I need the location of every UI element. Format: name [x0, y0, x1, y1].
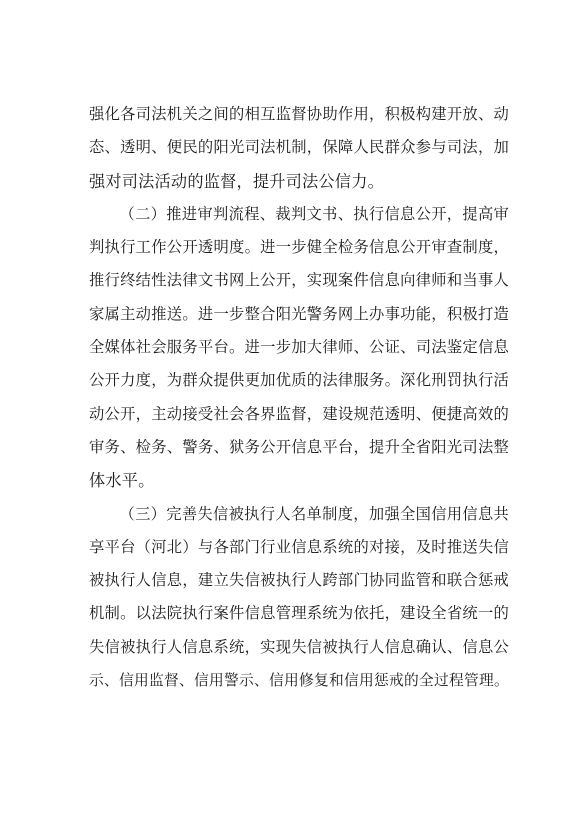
paragraph-2 [89, 198, 509, 498]
paragraph-line: 机制。以法院执行案件信息管理系统为依托，建设全省统一的 [89, 604, 509, 623]
paragraph-line: 失信被执行人信息系统，实现失信被执行人信息确认、信息公 [89, 637, 509, 656]
paragraph-line: 审务、检务、警务、狱务公开信息平台，提升全省阳光司法整 [89, 437, 509, 456]
paragraph-line: 推行终结性法律文书网上公开，实现案件信息向律师和当事人 [89, 271, 509, 290]
paragraph-3 [89, 498, 509, 698]
paragraph-1 [89, 98, 509, 198]
paragraph-line: 强对司法活动的监督，提升司法公信力。 [89, 171, 384, 191]
paragraph-line: 被执行人信息，建立失信被执行人跨部门协同监管和联合惩戒 [89, 571, 509, 590]
paragraph-line: 家属主动推送。进一步整合阳光警务网上办事功能，积极打造 [89, 304, 509, 323]
paragraph-line: 公开力度，为群众提供更加优质的法律服务。深化刑罚执行活 [89, 371, 509, 390]
document-body [89, 98, 509, 697]
paragraph-line: 全媒体社会服务平台。进一步加大律师、公证、司法鉴定信息 [89, 338, 509, 357]
paragraph-line: 享平台（河北）与各部门行业信息系统的对接，及时推送失信 [89, 537, 509, 556]
paragraph-line: 判执行工作公开透明度。进一步健全检务信息公开审查制度， [89, 238, 509, 257]
paragraph-line: （三）完善失信被执行人名单制度，加强全国信用信息共 [119, 504, 509, 523]
paragraph-line: 态、透明、便民的阳光司法机制，保障人民群众参与司法，加 [89, 138, 509, 157]
paragraph-line: （二）推进审判流程、裁判文书、执行信息公开，提高审 [119, 204, 509, 223]
paragraph-line: 强化各司法机关之间的相互监督协助作用，积极构建开放、动 [89, 105, 509, 123]
paragraph-line: 体水平。 [89, 471, 155, 491]
paragraph-line: 动公开，主动接受社会各界监督，建设规范透明、便捷高效的 [89, 404, 509, 423]
paragraph-line: 示、信用监督、信用警示、信用修复和信用惩戒的全过程管理。 [89, 672, 509, 690]
